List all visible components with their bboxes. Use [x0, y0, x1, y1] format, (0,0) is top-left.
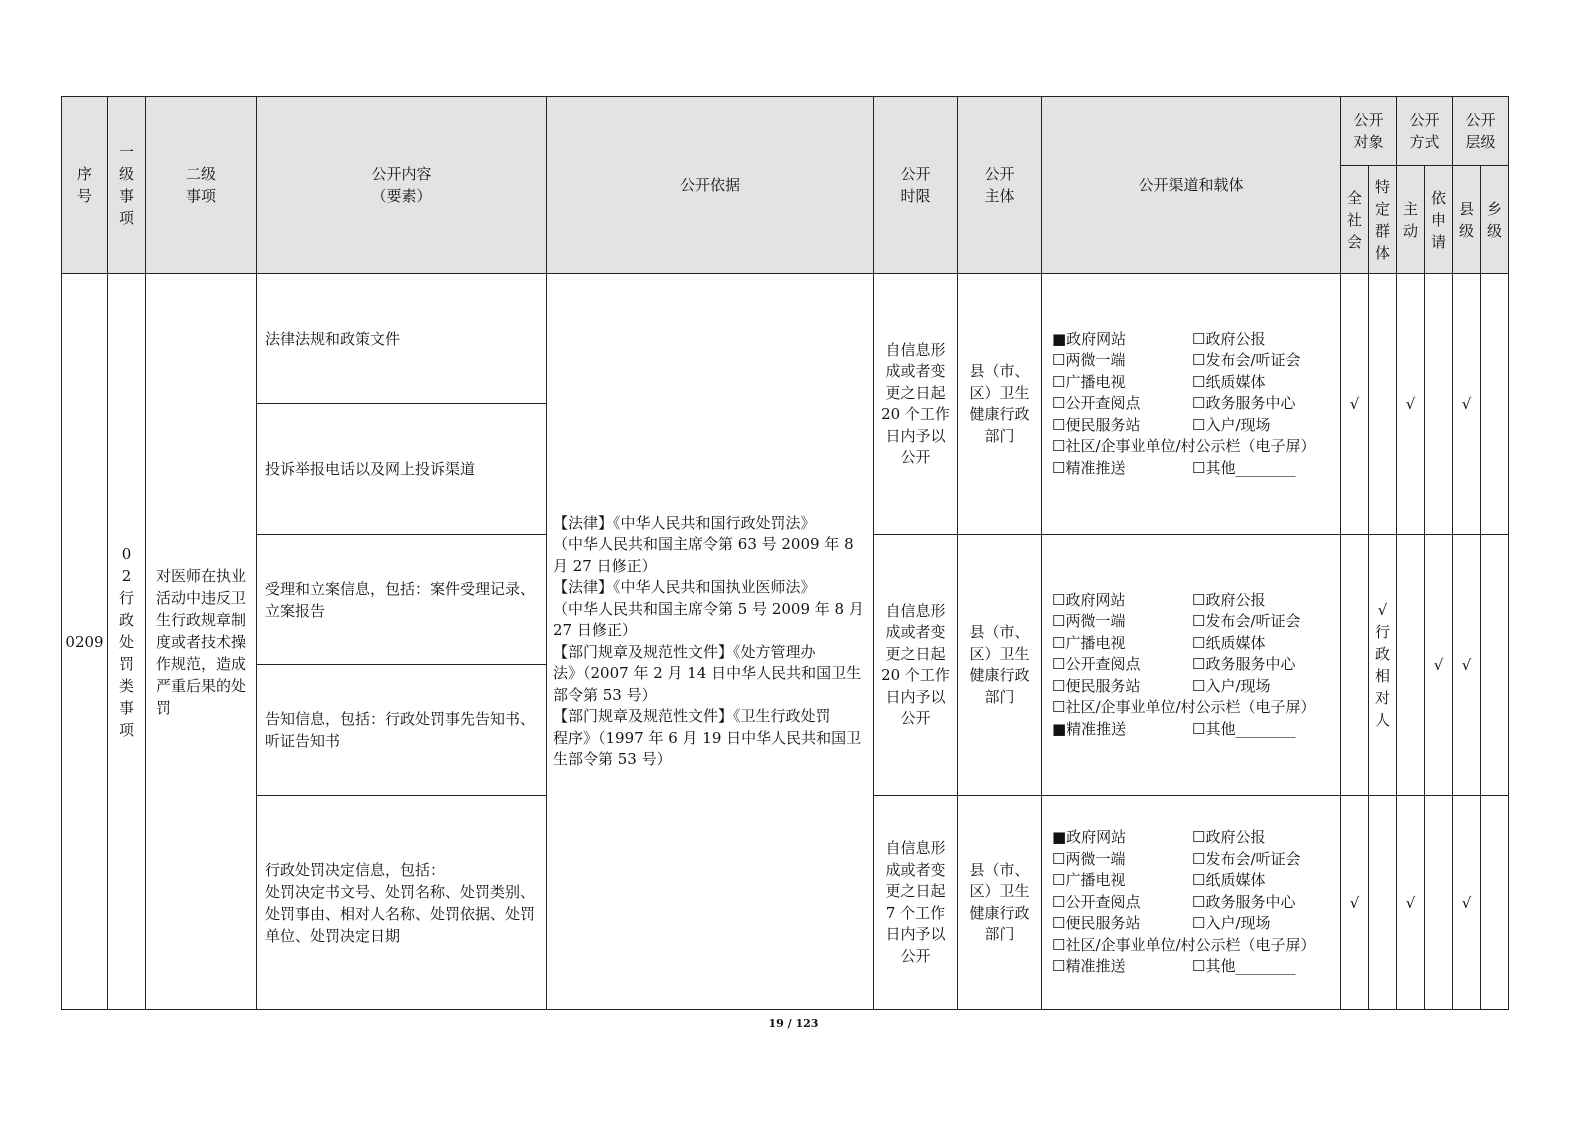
header-method: 公开 方式	[1397, 97, 1453, 166]
mark-active: √	[1397, 796, 1425, 1010]
content-item: 行政处罚决定信息，包括： 处罚决定书文号、处罚名称、处罚类别、处罚事由、相对人名称、处罚依据、处罚单位、处罚决定日期	[257, 796, 547, 1010]
mark-township	[1481, 274, 1509, 535]
content-item: 法律法规和政策文件	[257, 274, 547, 404]
channel-item: ☐广播电视	[1052, 871, 1126, 890]
header-on-request: 依申请	[1425, 166, 1453, 274]
basis-line: 生部令第 53 号）	[553, 750, 672, 768]
mark-specific-group: √行政相对人	[1369, 535, 1397, 796]
channel-item: ☐两微一端	[1052, 612, 1126, 631]
basis-line: 27 日修正）	[553, 621, 637, 639]
row-seq: 0209	[62, 274, 108, 1010]
channel-item: ☐两微一端	[1052, 849, 1126, 868]
channel-item: ☐发布会/听证会	[1192, 612, 1301, 631]
row-level2: 对医师在执业活动中违反卫生行政规章制度或者技术操作规范，造成严重后果的处罚	[146, 274, 257, 1010]
header-county: 县级	[1453, 166, 1481, 274]
channel-item: ☐广播电视	[1052, 372, 1126, 391]
channel-item: ☐发布会/听证会	[1192, 351, 1301, 370]
basis-line: （中华人民共和国主席令第 63 号 2009 年 8	[553, 535, 854, 553]
time-limit: 自信息形 成或者变 更之日起 20 个工作 日内予以 公开	[874, 274, 958, 535]
channel-item: ☐政务服务中心	[1192, 892, 1296, 911]
header-level1: 一级事项	[108, 97, 146, 274]
basis-line: 【法律】《中华人民共和国行政处罚法》	[553, 513, 816, 532]
channel-item: ☐社区/企事业单位/村公示栏（电子屏）	[1052, 698, 1316, 717]
basis-line: 【部门规章及规范性文件】《处方管理办	[553, 642, 816, 661]
header-level2: 二级 事项	[146, 97, 257, 274]
row-basis	[547, 274, 874, 1010]
channel-item: ☐政府网站	[1052, 590, 1126, 609]
content-item: 告知信息，包括：行政处罚事先告知书、听证告知书	[257, 665, 547, 796]
mark-on-request: √	[1425, 535, 1453, 796]
basis-line: （中华人民共和国主席令第 5 号 2009 年 8 月	[553, 599, 864, 618]
channel-item: ☐精准推送	[1052, 458, 1126, 477]
channel-item: ☐精准推送	[1052, 957, 1126, 976]
channel-item: ☐政府公报	[1192, 590, 1266, 609]
header-time-limit: 公开 时限	[874, 97, 958, 274]
channels	[1042, 274, 1341, 535]
basis-line: 程序》（1997 年 6 月 19 日中华人民共和国卫	[553, 728, 862, 747]
mark-all-society: √	[1341, 796, 1369, 1010]
time-limit: 自信息形 成或者变 更之日起 20 个工作 日内予以 公开	[874, 535, 958, 796]
channel-item: ☐纸质媒体	[1192, 871, 1266, 890]
channel-item: ☐便民服务站	[1052, 676, 1141, 695]
channel-item: ☐便民服务站	[1052, 415, 1141, 434]
mark-on-request	[1425, 274, 1453, 535]
mark-all-society	[1341, 535, 1369, 796]
channel-item: ☐入户/现场	[1192, 415, 1271, 434]
header-content: 公开内容 （要素）	[257, 97, 547, 274]
row-level1: 02行政处罚类事项	[108, 274, 146, 1010]
header-subject: 公开 主体	[958, 97, 1042, 274]
header-channels: 公开渠道和载体	[1042, 97, 1341, 274]
mark-county: √	[1453, 796, 1481, 1010]
channel-item: ☐政府公报	[1192, 329, 1266, 348]
content-item: 投诉举报电话以及网上投诉渠道	[257, 404, 547, 535]
disclosure-table	[61, 96, 1509, 1010]
channel-item: ☐两微一端	[1052, 351, 1126, 370]
channel-item: ☐政务服务中心	[1192, 655, 1296, 674]
channel-item: ☐入户/现场	[1192, 676, 1271, 695]
channels	[1042, 535, 1341, 796]
channel-item: ☐政务服务中心	[1192, 394, 1296, 413]
channel-item: ☐纸质媒体	[1192, 372, 1266, 391]
content-item: 受理和立案信息，包括：案件受理记录、立案报告	[257, 535, 547, 665]
channel-item: ☐公开查阅点	[1052, 655, 1141, 674]
channel-item: ☐公开查阅点	[1052, 394, 1141, 413]
header-active: 主动	[1397, 166, 1425, 274]
channel-item: ☐其他________	[1192, 957, 1296, 976]
channel-item: ☐公开查阅点	[1052, 892, 1141, 911]
subject: 县（市、 区）卫生 健康行政 部门	[958, 274, 1042, 535]
mark-township	[1481, 535, 1509, 796]
mark-specific-group	[1369, 274, 1397, 535]
mark-all-society: √	[1341, 274, 1369, 535]
basis-line: 法》（2007 年 2 月 14 日中华人民共和国卫生	[553, 664, 862, 682]
channel-item: ☐政府公报	[1192, 828, 1266, 847]
header-specific-group: 特定群体	[1369, 166, 1397, 274]
header-level: 公开 层级	[1453, 97, 1509, 166]
mark-township	[1481, 796, 1509, 1010]
mark-county: √	[1453, 535, 1481, 796]
mark-active	[1397, 535, 1425, 796]
channel-item: ☐社区/企事业单位/村公示栏（电子屏）	[1052, 437, 1316, 456]
basis-line: 部令第 53 号）	[553, 685, 657, 704]
basis-line: 月 27 日修正）	[553, 556, 657, 575]
page-number: 19 / 123	[768, 1017, 819, 1030]
basis-line: 【法律】《中华人民共和国执业医师法》	[553, 578, 816, 596]
mark-on-request	[1425, 796, 1453, 1010]
channel-item: ☐入户/现场	[1192, 914, 1271, 933]
header-all-society: 全社会	[1341, 166, 1369, 274]
channel-item: ☐广播电视	[1052, 633, 1126, 652]
channel-item: ■政府网站	[1052, 828, 1127, 847]
header-township: 乡级	[1481, 166, 1509, 274]
channel-item: ☐纸质媒体	[1192, 633, 1266, 652]
mark-county: √	[1453, 274, 1481, 535]
header-basis: 公开依据	[547, 97, 874, 274]
channel-item: ☐社区/企事业单位/村公示栏（电子屏）	[1052, 935, 1316, 954]
time-limit: 自信息形 成或者变 更之日起 7 个工作 日内予以 公开	[874, 796, 958, 1010]
header-target: 公开 对象	[1341, 97, 1397, 166]
subject: 县（市、 区）卫生 健康行政 部门	[958, 796, 1042, 1010]
channel-item: ■政府网站	[1052, 329, 1127, 348]
mark-specific-group	[1369, 796, 1397, 1010]
channel-item: ■精准推送	[1052, 719, 1127, 738]
channel-item: ☐发布会/听证会	[1192, 849, 1301, 868]
basis-line: 【部门规章及规范性文件】《卫生行政处罚	[553, 707, 831, 725]
channel-item: ☐其他________	[1192, 719, 1296, 738]
channel-item: ☐便民服务站	[1052, 914, 1141, 933]
channels	[1042, 796, 1341, 1010]
channel-item: ☐其他________	[1192, 458, 1296, 477]
mark-active: √	[1397, 274, 1425, 535]
subject: 县（市、 区）卫生 健康行政 部门	[958, 535, 1042, 796]
header-seq: 序号	[62, 97, 108, 274]
